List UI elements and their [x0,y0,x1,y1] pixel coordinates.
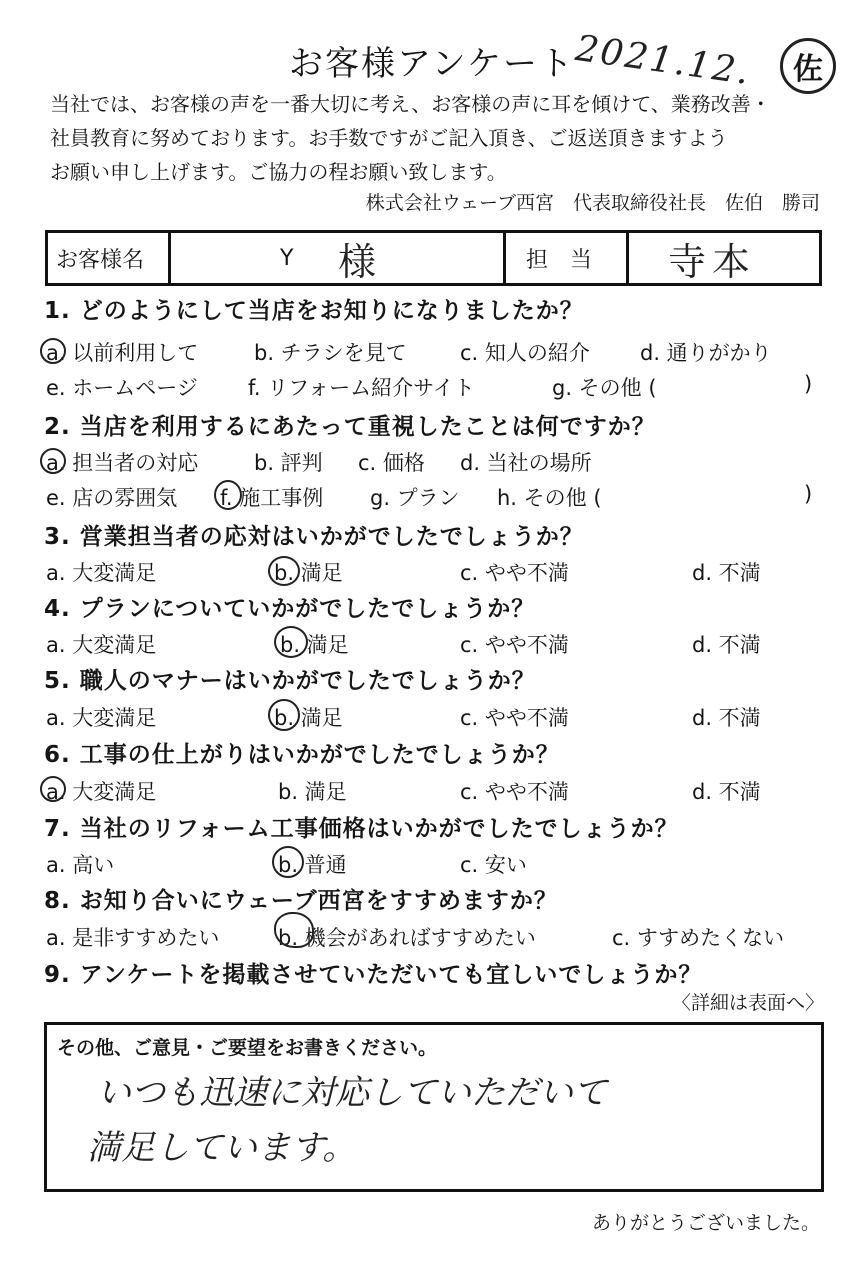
q6-option-c[interactable]: c. やや不満 [460,780,569,804]
question-9: 9. アンケートを掲載させていただいても宜しいでしょうか？ [44,962,703,988]
answer-circle [40,776,66,802]
table-divider [168,233,171,283]
q8-option-b[interactable]: b. 機会があればすすめたい [278,926,536,950]
answer-circle [214,480,242,510]
answer-circle [274,912,314,948]
q1-option-a[interactable]: a. 以前利用して [46,341,199,365]
table-divider [626,233,629,283]
sama-handwritten: 様 [338,239,377,284]
thank-you-footer: ありがとうございました。 [591,1212,820,1234]
q2-option-e[interactable]: e. 店の雰囲気 [46,486,178,510]
customer-info-table [45,230,822,286]
intro-line-1: 当社では、お客様の声を一番大切に考え、お客様の声に耳を傾けて、業務改善・ [50,92,771,116]
q8-option-c[interactable]: c. すすめたくない [612,926,785,950]
table-divider [503,233,506,283]
answer-circle [40,448,66,474]
q3-option-b[interactable]: b. 満足 [274,561,343,585]
q7-option-c[interactable]: c. 安い [460,853,527,877]
comment-heading: その他、ご意見・ご要望をお書きください。 [57,1037,438,1059]
q6-option-d[interactable]: d. 不満 [692,780,761,804]
q2-paren-close: ) [804,482,813,506]
customer-name-label: お客様名 [56,247,145,273]
comment-line-2: 満足しています。 [87,1128,357,1168]
question-7: 7. 当社のリフォーム工事価格はいかがでしたでしょうか？ [44,816,679,842]
q5-option-c[interactable]: c. やや不満 [460,706,569,730]
question-2: 2. 当店を利用するにあたって重視したことは何ですか？ [44,414,656,440]
q2-option-d[interactable]: d. 当社の場所 [460,451,592,475]
q1-option-b[interactable]: b. チラシを見て [254,341,407,365]
question-6: 6. 工事の仕上がりはいかがでしたでしょうか？ [44,742,560,768]
q3-option-c[interactable]: c. やや不満 [460,561,569,585]
see-back-note: 〈詳細は表面へ〉 [671,992,824,1014]
q1-option-g[interactable]: g. その他 ( [552,376,657,400]
question-8: 8. お知り合いにウェーブ西宮をすすめますか？ [44,888,558,914]
q2-option-h[interactable]: h. その他 ( [497,486,602,510]
q4-option-c[interactable]: c. やや不満 [460,633,569,657]
handwritten-date: 2021.12. [573,27,754,94]
q7-option-a[interactable]: a. 高い [46,853,115,877]
comment-box[interactable] [44,1022,824,1192]
q2-option-c[interactable]: c. 価格 [358,451,425,475]
company-signature: 株式会社ウェーブ西宮 代表取締役社長 佐伯 勝司 [365,192,820,214]
q2-option-f[interactable]: f. 施工事例 [220,486,324,510]
q3-option-d[interactable]: d. 不満 [692,561,761,585]
q2-option-b[interactable]: b. 評判 [254,451,323,475]
intro-line-2: 社員教育に努めております。お手数ですがご記入頂き、ご返送頂きますよう [50,126,728,150]
q7-option-b[interactable]: b. 普通 [278,853,347,877]
answer-circle [274,626,308,658]
q1-paren-close: ) [804,372,813,396]
comment-line-1: いつも迅速に対応していただいて [97,1073,607,1113]
page-title: お客様アンケート [289,44,575,84]
q4-option-d[interactable]: d. 不満 [692,633,761,657]
q3-option-a[interactable]: a. 大変満足 [46,561,157,585]
q5-option-d[interactable]: d. 不満 [692,706,761,730]
q1-option-d[interactable]: d. 通りがかり [640,341,772,365]
question-4: 4. プランについていかがでしたでしょうか？ [44,596,536,622]
question-3: 3. 営業担当者の応対はいかがでしたでしょうか？ [44,524,584,550]
intro-line-3: お願い申し上げます。ご協力の程お願い致します。 [50,160,507,184]
staff-label: 担 当 [526,247,593,273]
q2-option-g[interactable]: g. プラン [370,486,460,510]
q1-option-c[interactable]: c. 知人の紹介 [460,341,590,365]
q4-option-b[interactable]: b. 満足 [280,633,349,657]
q6-option-a[interactable]: a. 大変満足 [46,780,157,804]
q1-option-f[interactable]: f. リフォーム紹介サイト [248,376,475,400]
q2-option-a[interactable]: a. 担当者の対応 [46,451,199,475]
q4-option-a[interactable]: a. 大変満足 [46,633,157,657]
q8-option-a[interactable]: a. 是非すすめたい [46,926,220,950]
answer-circle [268,556,300,586]
q6-option-b[interactable]: b. 満足 [278,780,347,804]
question-5: 5. 職人のマナーはいかがでしたでしょうか？ [44,668,536,694]
seal-stamp [780,38,836,94]
question-1: 1. どのようにして当店をお知りになりましたか？ [44,298,584,324]
q5-option-b[interactable]: b. 満足 [274,706,343,730]
answer-circle [272,846,304,878]
seal-char: 佐 [793,52,823,87]
answer-circle [268,699,300,731]
customer-name-value: Y [280,245,294,271]
staff-value-handwritten: 寺本 [668,239,757,284]
q5-option-a[interactable]: a. 大変満足 [46,706,157,730]
q1-option-e[interactable]: e. ホームページ [46,376,198,400]
answer-circle [40,338,66,364]
